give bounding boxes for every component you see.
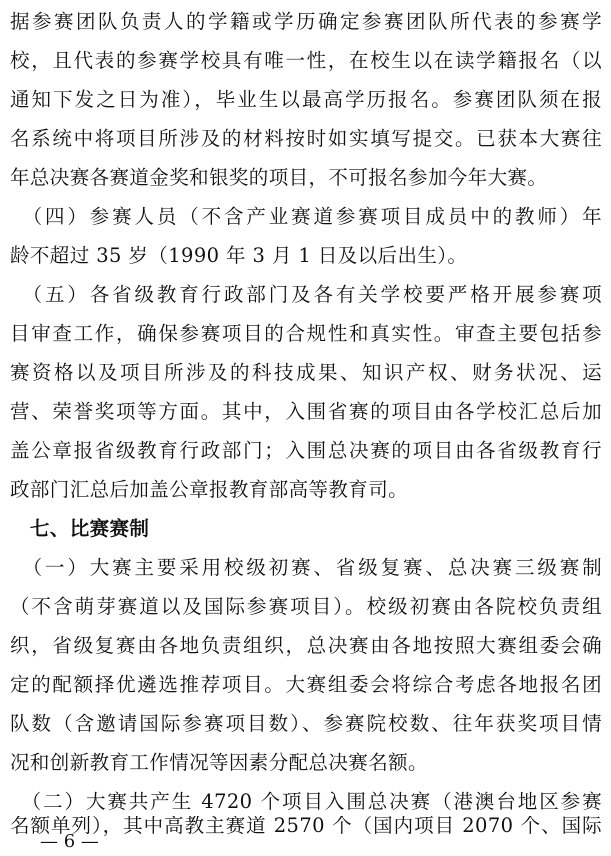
text-line: 政部门汇总后加盖公章报教育部高等教育司。 — [10, 478, 409, 501]
text-line: 年总决赛各赛道金奖和银奖的项目，不可报名参加今年大赛。 — [10, 166, 548, 189]
text-line: （五）各省级教育行政部门及各有关学校要严格开展参赛项 — [10, 283, 602, 306]
text-line: （四）参赛人员（不含产业赛道参赛项目成员中的教师）年 — [10, 205, 602, 228]
text-line: 营、荣誉奖项等方面。其中，入围省赛的项目由各学校汇总后加 — [10, 400, 602, 423]
text-line: （一）大赛主要采用校级初赛、省级复赛、总决赛三级赛制 — [10, 556, 602, 579]
text-line: （不含萌芽赛道以及国际参赛项目）。校级初赛由各院校负责组 — [10, 595, 602, 618]
text-line: 织，省级复赛由各地负责组织，总决赛由各地按照大赛组委会确 — [10, 634, 602, 657]
text-line: 校，且代表的参赛学校具有唯一性，在校生以在读学籍报名（以 — [10, 49, 602, 72]
text-line: 名系统中将项目所涉及的材料按时如实填写提交。已获本大赛往 — [10, 127, 602, 150]
text-line: 通知下发之日为准），毕业生以最高学历报名。参赛团队须在报 — [10, 88, 602, 111]
text-line: 目审查工作，确保参赛项目的合规性和真实性。审查主要包括参 — [10, 322, 602, 345]
text-line: 况和创新教育工作情况等因素分配总决赛名额。 — [10, 751, 428, 774]
text-line: 据参赛团队负责人的学籍或学历确定参赛团队所代表的参赛学 — [10, 10, 602, 33]
text-line: 队数（含邀请国际参赛项目数）、参赛院校数、往年获奖项目情 — [10, 712, 602, 735]
text-line: 名额单列），其中高教主赛道 2570 个（国内项目 2070 个、国际 — [10, 816, 602, 836]
text-line: 定的配额择优遴选推荐项目。大赛组委会将综合考虑各地报名团 — [10, 673, 602, 696]
text-line: 龄不超过 35 岁（1990 年 3 月 1 日及以后出生）。 — [10, 244, 468, 267]
section-heading: 七、比赛赛制 — [10, 517, 150, 540]
text-line: 赛资格以及项目所涉及的科技成果、知识产权、财务状况、运 — [10, 361, 602, 384]
page-number: — 6 — — [40, 831, 99, 852]
text-line: （二）大赛共产生 4720 个项目入围总决赛（港澳台地区参赛 — [10, 790, 602, 813]
text-line: 盖公章报省级教育行政部门；入围总决赛的项目由各省级教育行 — [10, 439, 602, 462]
